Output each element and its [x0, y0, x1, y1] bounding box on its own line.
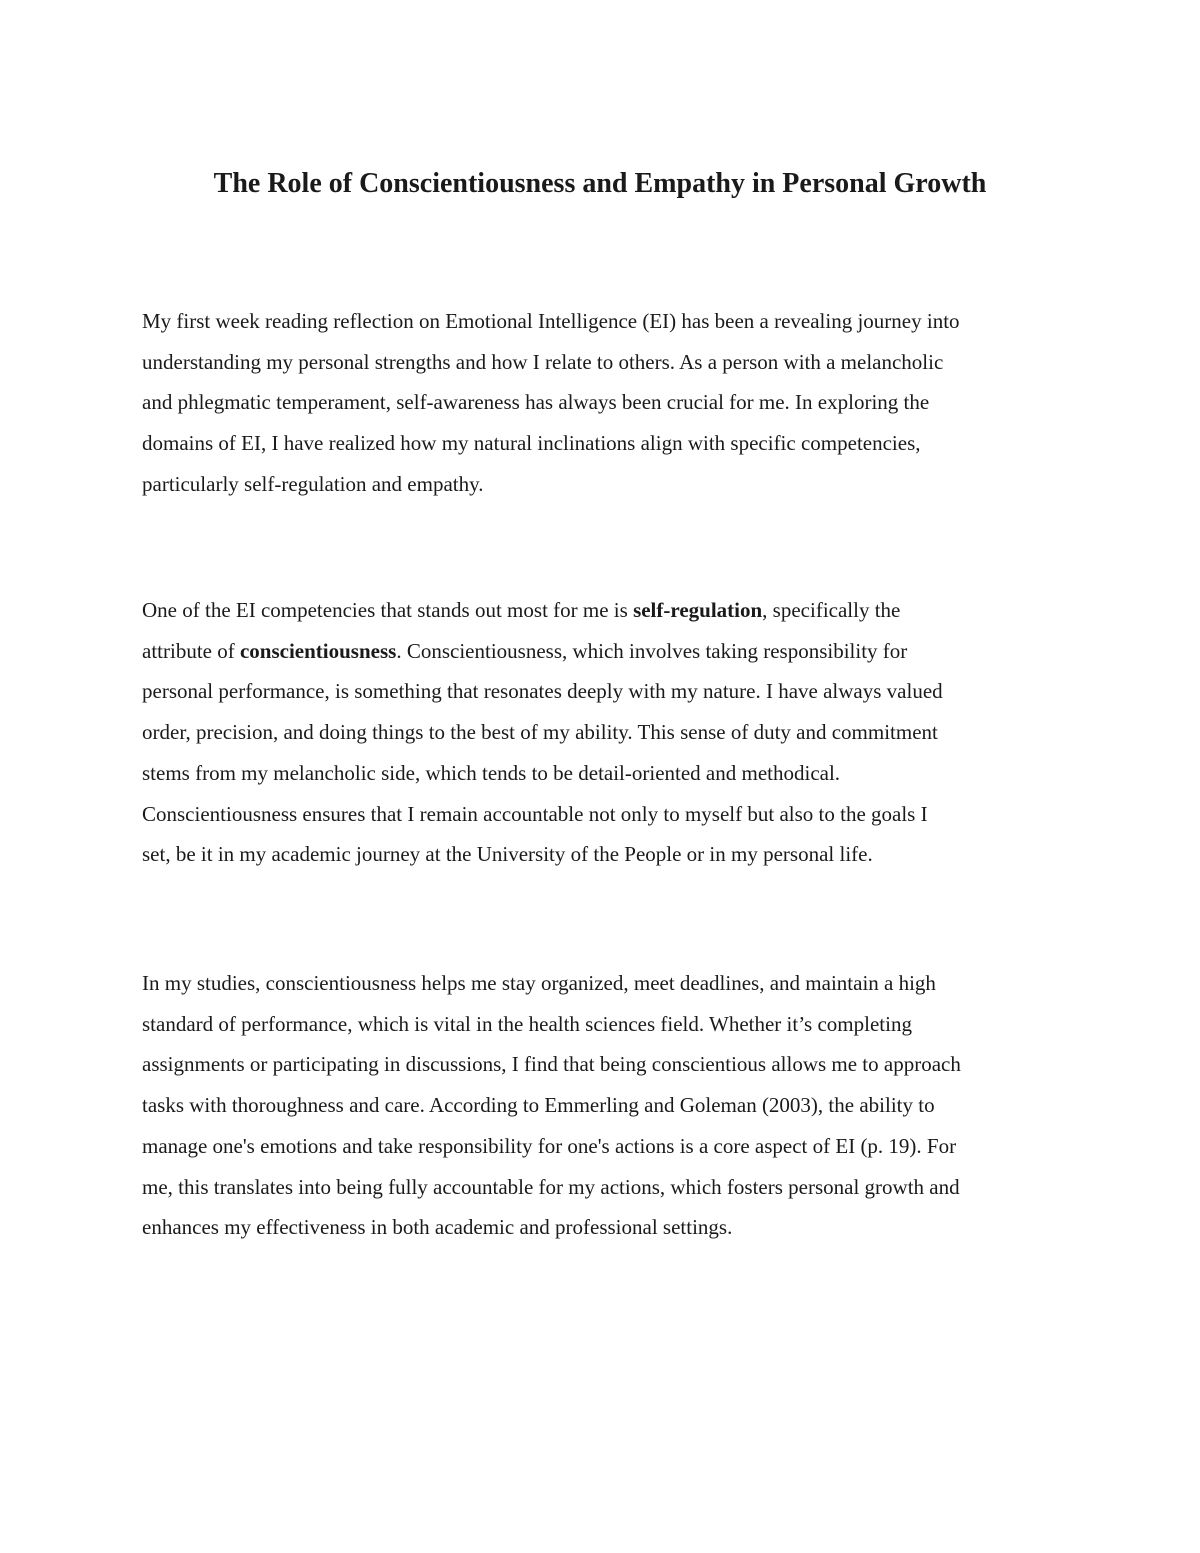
text-line: particularly self-regulation and empathy.: [142, 471, 484, 496]
paragraph-introduction: [142, 301, 1072, 505]
text-line: tasks with thoroughness and care. According to Emmerling and Goleman (2003), the ability to: [142, 1093, 935, 1118]
text-segment: attribute of: [142, 638, 240, 663]
bold-term-self-regulation: self-regulation: [633, 598, 763, 622]
text-line: and phlegmatic temperament, self-awareness has always been crucial for me. In exploring the: [142, 390, 930, 415]
text-line: stems from my melancholic side, which tends to be detail-oriented and methodical.: [142, 760, 841, 785]
text-segment: . Conscientiousness, which involves taking responsibility for: [396, 638, 908, 663]
text-line: understanding my personal strengths and how I relate to others. As a person with a melancholic: [142, 349, 944, 374]
paragraph-self-regulation: [142, 590, 1072, 875]
text-line: manage one's emotions and take responsibility for one's actions is a core aspect of EI (p. 19). For: [142, 1133, 957, 1158]
bold-term-conscientiousness: conscientiousness: [239, 638, 397, 663]
text-line: personal performance, is something that resonates deeply with my nature. I have always valued: [142, 679, 943, 704]
text-line: order, precision, and doing things to the best of my ability. This sense of duty and commitment: [142, 720, 938, 745]
text-line: [142, 631, 1072, 672]
text-line: me, this translates into being fully accountable for my actions, which fosters personal growth and: [142, 1174, 960, 1199]
text-line: [142, 590, 1072, 631]
text-segment: One of the EI competencies that stands out most for me is: [142, 598, 634, 622]
text-line: Conscientiousness ensures that I remain accountable not only to myself but also to the goals I: [142, 801, 928, 826]
text-line: enhances my effectiveness in both academic and professional settings.: [142, 1215, 733, 1240]
text-segment: , specifically the: [762, 598, 901, 622]
text-line: My first week reading reflection on Emotional Intelligence (EI) has been a revealing journey into: [142, 309, 960, 333]
text-line: domains of EI, I have realized how my natural inclinations align with specific competencies,: [142, 431, 921, 456]
text-line: assignments or participating in discussions, I find that being conscientious allows me to approach: [142, 1052, 961, 1077]
text-line: In my studies, conscientiousness helps me stay organized, meet deadlines, and maintain a high: [142, 971, 936, 995]
document-title: The Role of Conscientiousness and Empathy in Personal Growth: [213, 168, 987, 199]
paragraph-studies: [142, 963, 1072, 1248]
text-line: standard of performance, which is vital in the health sciences field. Whether it’s completing: [142, 1011, 912, 1036]
text-line: set, be it in my academic journey at the University of the People or in my personal life.: [142, 842, 873, 867]
